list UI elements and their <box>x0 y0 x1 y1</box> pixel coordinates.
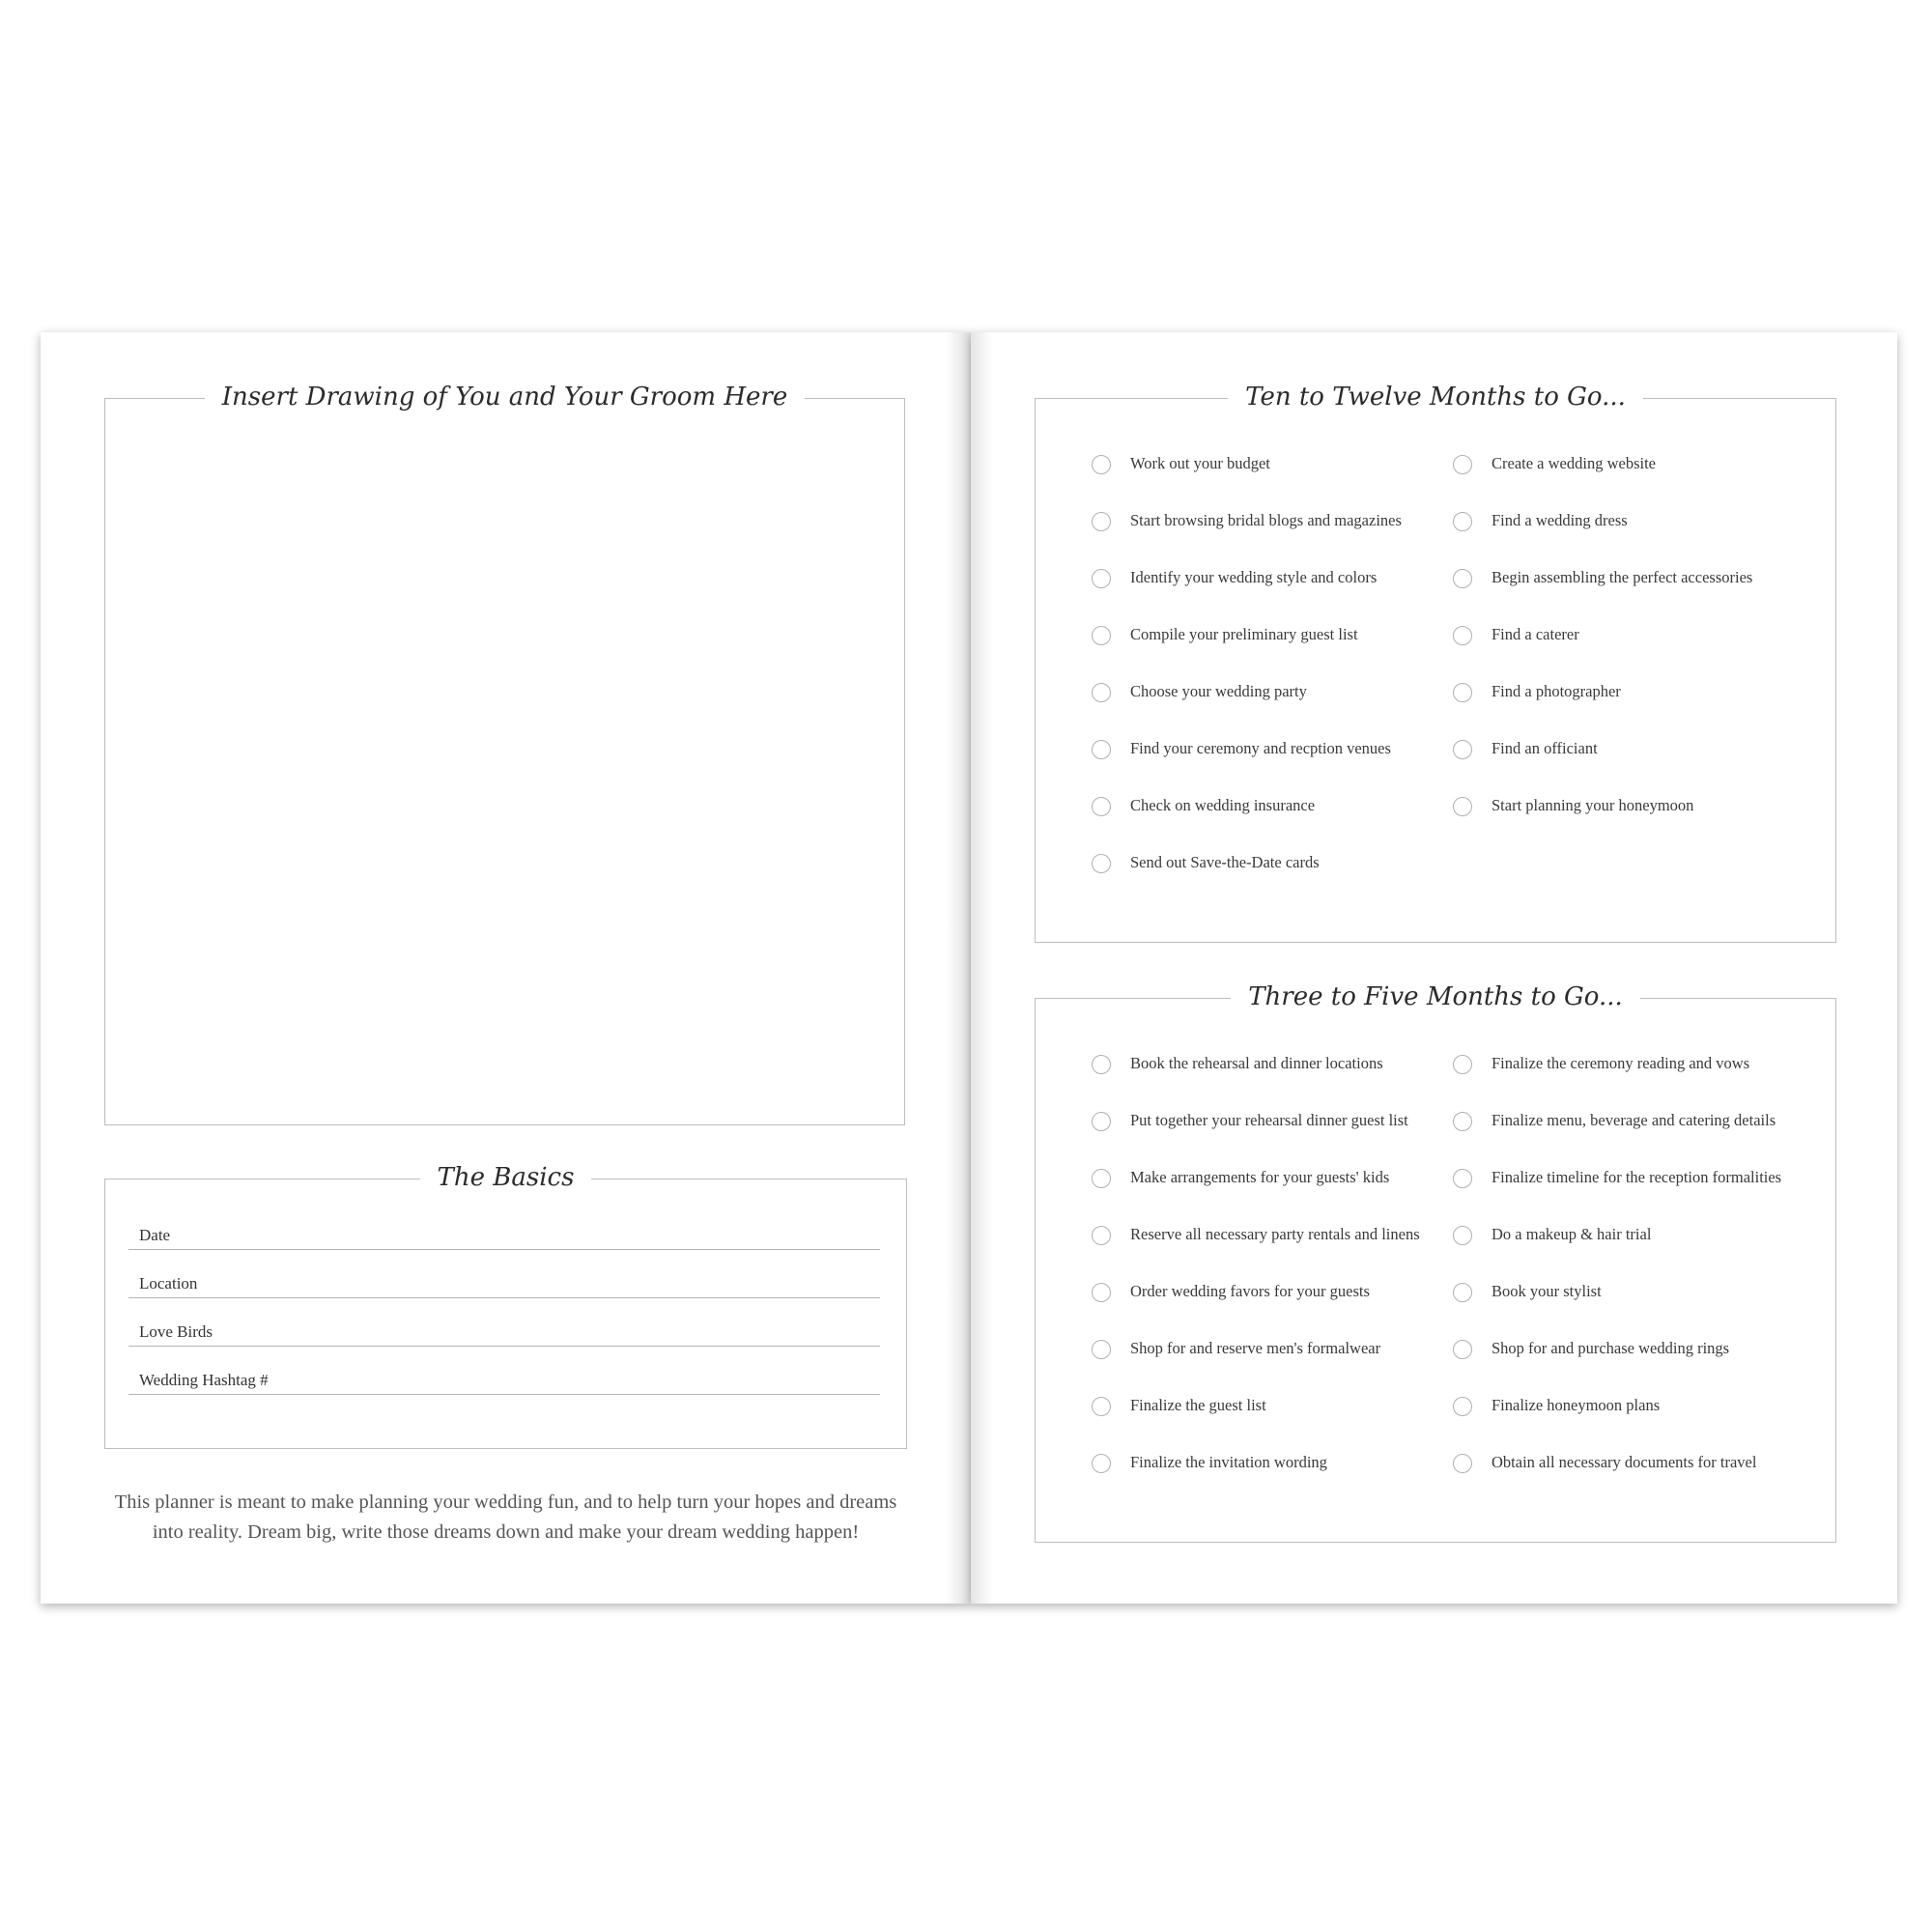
wedding-hashtag-label: Wedding Hashtag # <box>139 1371 269 1389</box>
checklist-item-label: Do a makeup & hair trial <box>1492 1225 1652 1243</box>
checkbox-circle-icon[interactable] <box>1453 1340 1472 1359</box>
checklist-item-label: Find a photographer <box>1492 682 1621 700</box>
checkbox-circle-icon[interactable] <box>1453 569 1472 588</box>
checkbox-circle-icon[interactable] <box>1453 1226 1472 1245</box>
checklist-item-label: Compile your preliminary guest list <box>1130 625 1358 643</box>
checklist-item-label: Make arrangements for your guests' kids <box>1130 1168 1390 1186</box>
planner-spread <box>41 332 1897 1604</box>
checklist-item-label: Finalize the ceremony reading and vows <box>1492 1054 1750 1072</box>
checklist-item-label: Book the rehearsal and dinner locations <box>1130 1054 1383 1072</box>
checkbox-circle-icon[interactable] <box>1092 1055 1111 1074</box>
checkbox-circle-icon[interactable] <box>1453 512 1472 531</box>
location-label: Location <box>139 1274 198 1293</box>
checkbox-circle-icon[interactable] <box>1092 1397 1111 1416</box>
checklist-item-label: Reserve all necessary party rentals and linens <box>1130 1225 1420 1243</box>
checkbox-circle-icon[interactable] <box>1453 683 1472 702</box>
checkbox-circle-icon[interactable] <box>1092 1169 1111 1188</box>
checkbox-circle-icon[interactable] <box>1092 683 1111 702</box>
checklist-item-label: Start browsing bridal blogs and magazines <box>1130 511 1402 529</box>
checklist-item-label: Shop for and reserve men's formalwear <box>1130 1339 1381 1357</box>
date-label: Date <box>139 1226 171 1244</box>
section1-title-text: Ten to Twelve Months to Go... <box>1228 383 1643 412</box>
checklist-item-label: Find your ceremony and recption venues <box>1130 739 1391 757</box>
checklist-item-label: Find a caterer <box>1492 625 1579 643</box>
checkbox-circle-icon[interactable] <box>1453 1169 1472 1188</box>
love-birds-field[interactable] <box>128 1311 880 1347</box>
checklist-item-label: Finalize honeymoon plans <box>1492 1396 1661 1414</box>
checklist-item-label: Send out Save-the-Date cards <box>1130 853 1320 871</box>
checkbox-circle-icon[interactable] <box>1092 854 1111 873</box>
checklist-item-label: Order wedding favors for your guests <box>1130 1282 1370 1300</box>
section2-frame-title <box>1036 970 1835 1024</box>
checkbox-circle-icon[interactable] <box>1092 1283 1111 1302</box>
checklist-item-label: Identify your wedding style and colors <box>1130 568 1378 586</box>
love-birds-label: Love Birds <box>139 1322 213 1341</box>
ten-to-twelve-months-checklist <box>1035 383 1836 943</box>
left-page <box>41 332 971 1604</box>
checklist-item-label: Finalize the guest list <box>1130 1396 1266 1414</box>
checklist-item-label: Finalize timeline for the reception formalities <box>1492 1168 1782 1186</box>
checklist-item-label: Work out your budget <box>1130 454 1270 472</box>
drawing-title-text: Insert Drawing of You and Your Groom Here <box>205 383 805 412</box>
three-to-five-months-checklist <box>1035 982 1836 1543</box>
basics-title-text: The Basics <box>420 1163 592 1192</box>
intro-paragraph: This planner is meant to make planning your wedding fun, and to help turn your hopes and dreams into reality. Dream big, write those dreams down and make your dream wedding happen! <box>114 1492 897 1543</box>
checkbox-circle-icon[interactable] <box>1453 1283 1472 1302</box>
checkbox-circle-icon[interactable] <box>1092 512 1111 531</box>
checklist-item-label: Find an officiant <box>1492 739 1598 757</box>
drawing-frame[interactable] <box>104 383 905 1125</box>
gutter-shadow <box>971 332 992 1604</box>
checklist-item-label: Start planning your honeymoon <box>1492 796 1694 814</box>
checkbox-circle-icon[interactable] <box>1092 740 1111 759</box>
checkbox-circle-icon[interactable] <box>1453 1055 1472 1074</box>
checkbox-circle-icon[interactable] <box>1092 626 1111 645</box>
wedding-hashtag-field[interactable] <box>128 1359 880 1395</box>
checkbox-circle-icon[interactable] <box>1092 1454 1111 1473</box>
basics-frame-title <box>105 1151 906 1205</box>
checkbox-circle-icon[interactable] <box>1092 569 1111 588</box>
section2-title-text: Three to Five Months to Go... <box>1231 982 1640 1011</box>
checklist-item-label: Book your stylist <box>1492 1282 1602 1300</box>
checkbox-circle-icon[interactable] <box>1092 1340 1111 1359</box>
checklist-item-label: Finalize menu, beverage and catering details <box>1492 1111 1776 1129</box>
checklist-item-label: Choose your wedding party <box>1130 682 1307 700</box>
checklist-item-label: Shop for and purchase wedding rings <box>1492 1339 1730 1357</box>
checkbox-circle-icon[interactable] <box>1092 1112 1111 1131</box>
gutter-shadow <box>946 332 971 1604</box>
section1-frame-title <box>1036 370 1835 424</box>
basics-frame <box>104 1163 907 1449</box>
checkbox-circle-icon[interactable] <box>1092 797 1111 816</box>
checkbox-circle-icon[interactable] <box>1453 626 1472 645</box>
checklist-item-label: Check on wedding insurance <box>1130 796 1316 814</box>
checkbox-circle-icon[interactable] <box>1092 455 1111 474</box>
checkbox-circle-icon[interactable] <box>1453 1112 1472 1131</box>
checklist-item-label: Begin assembling the perfect accessories <box>1492 568 1753 586</box>
checklist-item-label: Create a wedding website <box>1492 454 1656 472</box>
checklist-item-label: Obtain all necessary documents for travel <box>1492 1453 1757 1471</box>
checklist-item-label: Finalize the invitation wording <box>1130 1453 1327 1471</box>
checklist-item-label: Put together your rehearsal dinner guest list <box>1130 1111 1408 1129</box>
location-field[interactable] <box>128 1263 880 1298</box>
checkbox-circle-icon[interactable] <box>1453 1397 1472 1416</box>
checkbox-circle-icon[interactable] <box>1453 455 1472 474</box>
checkbox-circle-icon[interactable] <box>1453 1454 1472 1473</box>
checkbox-circle-icon[interactable] <box>1453 797 1472 816</box>
drawing-frame-title <box>105 370 904 424</box>
right-page <box>971 332 1897 1604</box>
checkbox-circle-icon[interactable] <box>1092 1226 1111 1245</box>
checkbox-circle-icon[interactable] <box>1453 740 1472 759</box>
date-field[interactable] <box>128 1214 880 1250</box>
checklist-item-label: Find a wedding dress <box>1492 511 1628 529</box>
